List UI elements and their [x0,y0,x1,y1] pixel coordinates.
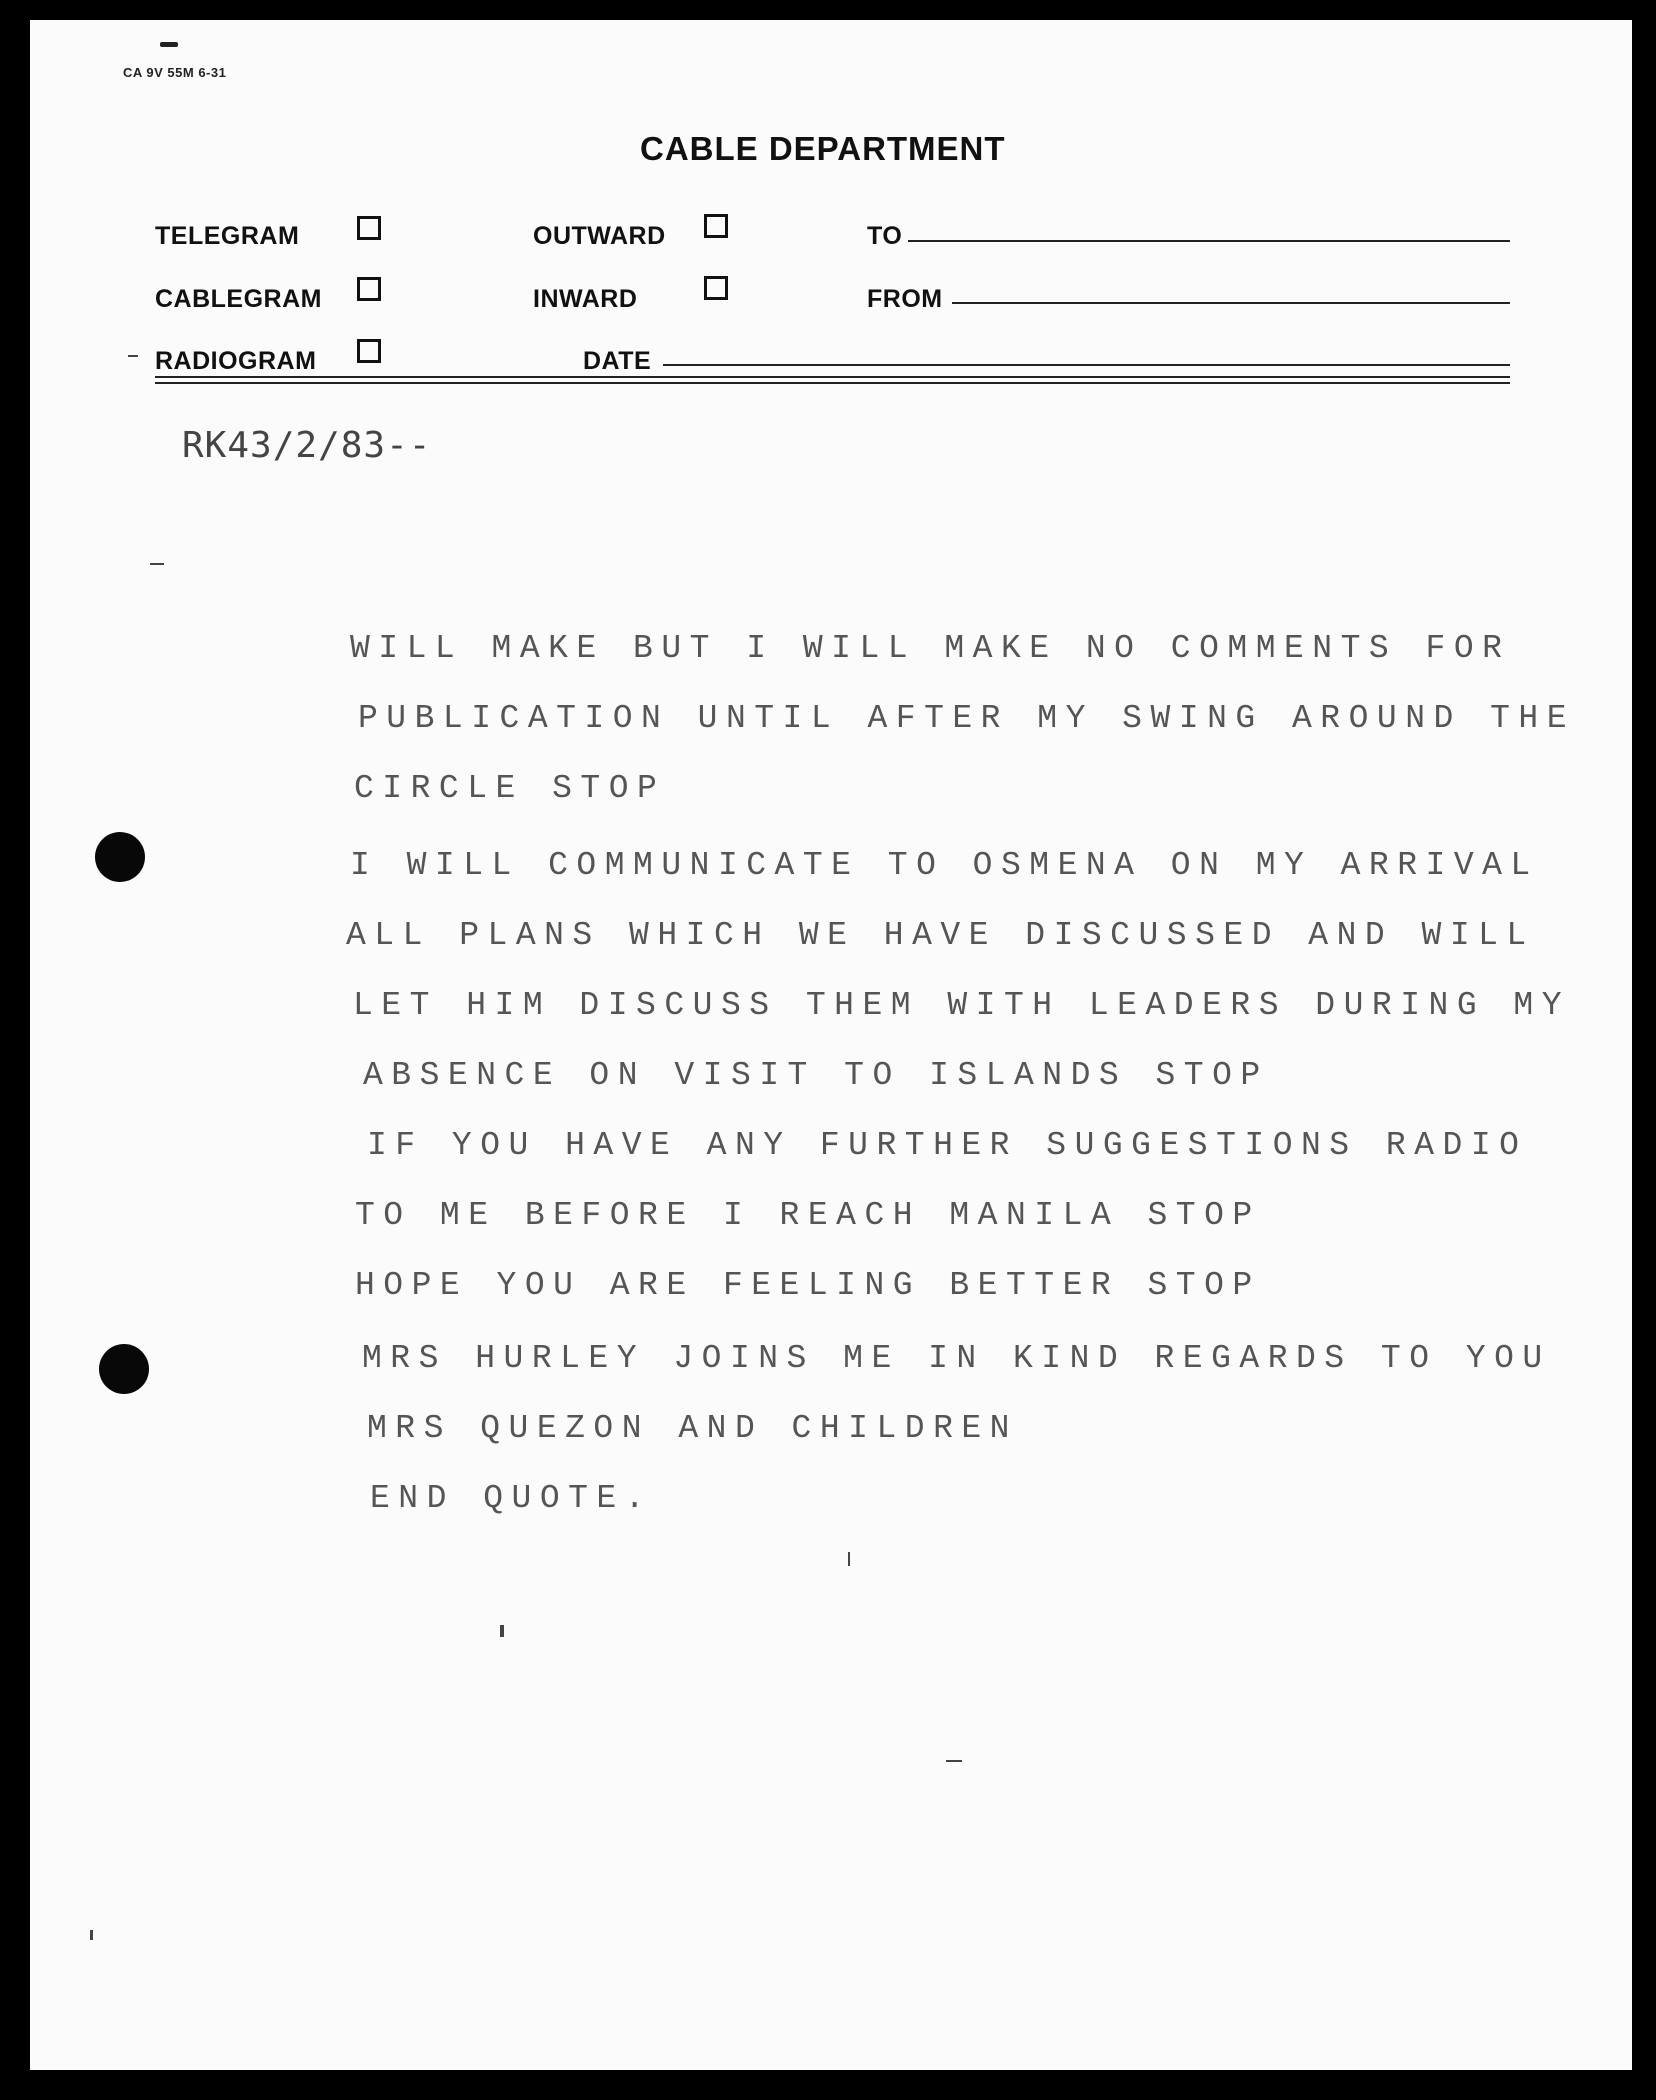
form-code-mark [160,42,178,47]
cablegram-checkbox[interactable] [357,277,381,301]
scan-speck [848,1552,850,1566]
form-code: CA 9V 55M 6-31 [123,65,227,80]
outward-checkbox[interactable] [704,214,728,238]
message-line: ABSENCE ON VISIT TO ISLANDS STOP [363,1057,1269,1094]
scan-speck [150,563,164,565]
message-line: I WILL COMMUNICATE TO OSMENA ON MY ARRIVAL [350,847,1539,884]
message-line: PUBLICATION UNTIL AFTER MY SWING AROUND THE [358,700,1576,737]
message-line: IF YOU HAVE ANY FURTHER SUGGESTIONS RADIO [367,1127,1528,1164]
scan-speck [90,1930,93,1940]
message-line: MRS HURLEY JOINS ME IN KIND REGARDS TO YOU [362,1340,1551,1377]
punch-hole-lower [99,1344,149,1394]
message-line: TO ME BEFORE I REACH MANILA STOP [355,1197,1261,1234]
date-field[interactable] [663,364,1510,366]
reference-number: RK43/2/83-- [182,425,432,466]
cable-form-sheet [30,20,1632,2070]
date-label: DATE [583,347,652,375]
message-line: HOPE YOU ARE FEELING BETTER STOP [355,1267,1261,1304]
from-field[interactable] [952,302,1510,304]
cablegram-label: CABLEGRAM [155,285,322,313]
telegram-label: TELEGRAM [155,222,300,250]
message-line: END QUOTE. [370,1480,654,1517]
message-line: ALL PLANS WHICH WE HAVE DISCUSSED AND WILL [346,917,1535,954]
message-line: MRS QUEZON AND CHILDREN [367,1410,1018,1447]
message-line: LET HIM DISCUSS THEM WITH LEADERS DURING MY [353,987,1571,1024]
scan-speck [946,1760,962,1762]
scan-speck [128,355,138,357]
message-line: WILL MAKE BUT I WILL MAKE NO COMMENTS FOR [350,630,1511,667]
punch-hole-upper [95,832,145,882]
telegram-checkbox[interactable] [357,216,381,240]
to-label: TO [867,222,903,250]
to-field[interactable] [908,240,1510,242]
outward-label: OUTWARD [533,222,666,250]
inward-checkbox[interactable] [704,276,728,300]
radiogram-checkbox[interactable] [357,339,381,363]
header-rule-top [155,376,1510,378]
radiogram-label: RADIOGRAM [155,347,317,375]
header-rule-bottom [155,382,1510,384]
from-label: FROM [867,285,943,313]
page-title: CABLE DEPARTMENT [640,130,1006,167]
message-line: CIRCLE STOP [354,770,666,807]
inward-label: INWARD [533,285,638,313]
scan-speck [500,1625,504,1637]
